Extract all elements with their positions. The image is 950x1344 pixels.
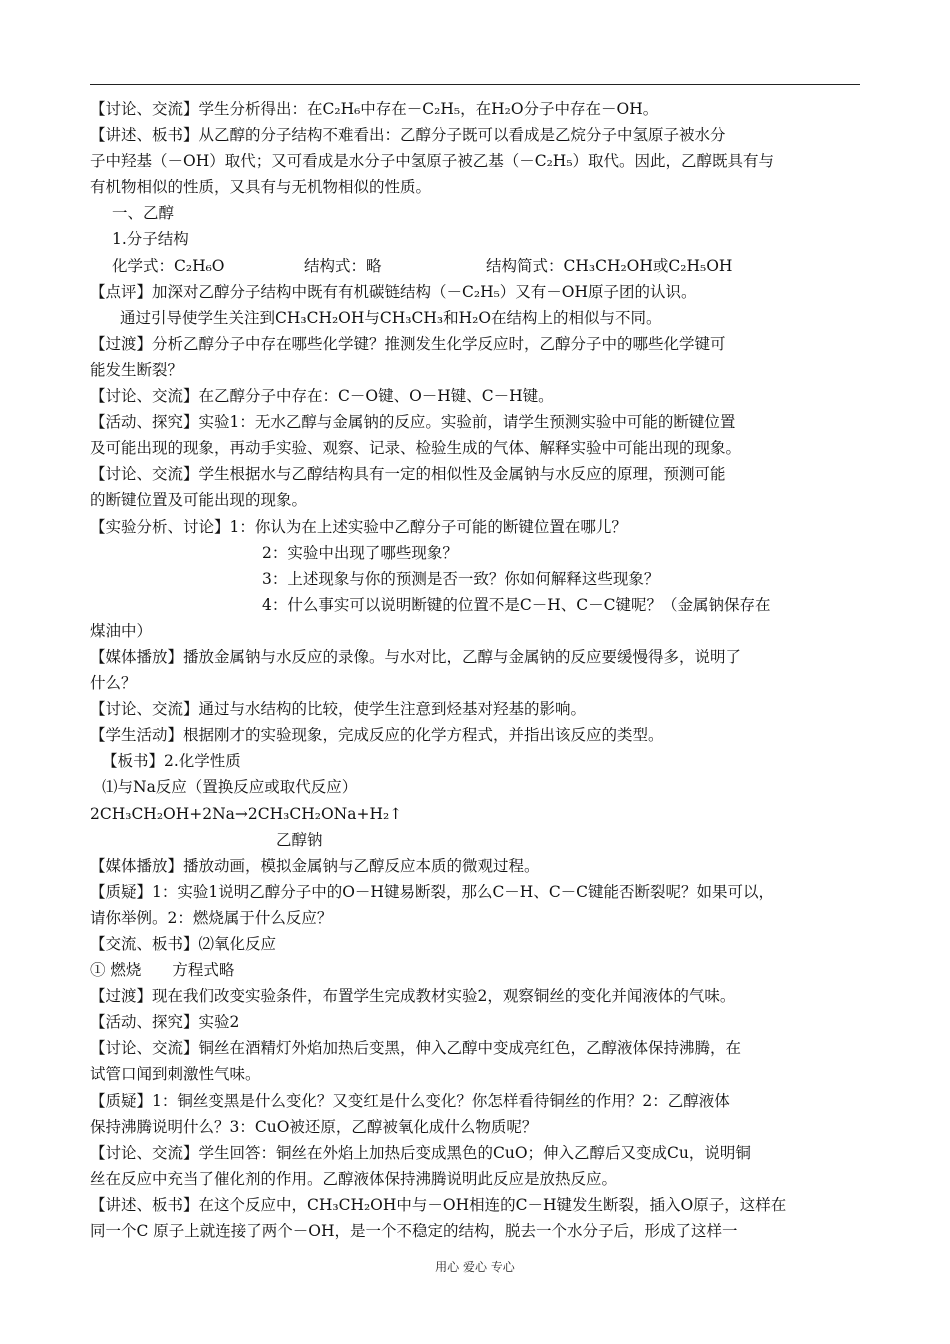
- text-line: 【交流、板书】⑵氧化反应: [90, 935, 277, 953]
- section-heading: 一、乙醇: [112, 204, 175, 223]
- text-line: 什么？: [90, 674, 137, 693]
- text-line: 【讨论、交流】学生根据水与乙醇结构具有一定的相似性及金属钠与水反应的原理，预测可能: [90, 465, 726, 484]
- text-line: 【媒体播放】播放动画，模拟金属钠与乙醇反应本质的微观过程。: [90, 856, 540, 875]
- text-line: 能发生断裂？: [90, 360, 184, 379]
- text-line: 【板书】2.化学性质: [102, 752, 241, 771]
- header-rule: [90, 84, 860, 85]
- text-line: 【过渡】现在我们改变实验条件，布置学生完成教材实验2，观察铜丝的变化并闻液体的气味。: [90, 987, 736, 1006]
- text-line: 【媒体播放】播放金属钠与水反应的录像。与水对比，乙醇与金属钠的反应要缓慢得多，说明了: [90, 647, 742, 666]
- text-line: ① 燃烧 方程式略: [90, 961, 235, 980]
- text-line: 煤油中）: [90, 621, 153, 640]
- text-line: 【活动、探究】实验1：无水乙醇与金属钠的反应。实验前，请学生预测实验中可能的断键位置: [90, 413, 736, 432]
- text-line: 【讨论、交流】铜丝在酒精灯外焰加热后变黑，伸入乙醇中变成亮红色，乙醇液体保持沸腾，在: [90, 1039, 742, 1058]
- text-line: 【活动、探究】实验2: [90, 1013, 240, 1032]
- text-line: 【点评】加深对乙醇分子结构中既有有机碳链结构（－C₂H₅）又有－OH原子团的认识。: [90, 282, 697, 301]
- page-footer: 用心 爱心 专心: [435, 1260, 515, 1274]
- text-line: 【讨论、交流】在乙醇分子中存在：C－O键、O－H键、C－H键。: [90, 387, 554, 406]
- text-line: 【学生活动】根据刚才的实验现象，完成反应的化学方程式，并指出该反应的类型。: [90, 726, 664, 745]
- text-line: 【讨论、交流】学生分析得出：在C₂H₆中存在－C₂H₅，在H₂O分子中存在－OH。: [90, 100, 659, 118]
- text-line: 保持沸腾说明什么？3：CuO被还原，乙醇被氧化成什么物质呢？: [90, 1117, 538, 1136]
- text-line: 【讲述、板书】从乙醇的分子结构不难看出：乙醇分子既可以看成是乙烷分子中氢原子被水分: [90, 126, 726, 145]
- structural-formula: 结构式：略: [304, 256, 382, 275]
- text-line: 【实验分析、讨论】1：你认为在上述实验中乙醇分子可能的断键位置在哪儿？: [90, 517, 627, 536]
- equation-label: 乙醇钠: [276, 830, 323, 849]
- text-line: 【讨论、交流】通过与水结构的比较，使学生注意到烃基对羟基的影响。: [90, 700, 587, 719]
- text-line: 【过渡】分析乙醇分子中存在哪些化学键？推测发生化学反应时，乙醇分子中的哪些化学键可: [90, 334, 726, 353]
- text-line: ⑴与Na反应（置换反应或取代反应）: [102, 778, 358, 797]
- text-line: 同一个C 原子上就连接了两个－OH，是一个不稳定的结构，脱去一个水分子后，形成了这样一: [90, 1222, 738, 1241]
- text-line: 试管口闻到刺激性气味。: [90, 1065, 261, 1084]
- text-line: 子中羟基（－OH）取代；又可看成是水分子中氢原子被乙基（－C₂H₅）取代。因此，乙醇既具有与: [90, 152, 775, 171]
- chemical-formula: 化学式：C₂H₆O: [112, 256, 225, 275]
- equation-line: 2CH₃CH₂OH+2Na→2CH₃CH₂ONa+H₂↑: [90, 804, 403, 823]
- question-item: 3：上述现象与你的预测是否一致？你如何解释这些现象？: [262, 569, 660, 588]
- text-line: 及可能出现的现象，再动手实验、观察、记录、检验生成的气体、解释实验中可能出现的现象。: [90, 439, 742, 458]
- simplified-formula: 结构简式：CH₃CH₂OH或C₂H₅OH: [486, 256, 733, 275]
- text-line: 丝在反应中充当了催化剂的作用。乙醇液体保持沸腾说明此反应是放热反应。: [90, 1169, 618, 1188]
- question-item: 2：实验中出现了哪些现象？: [262, 543, 458, 562]
- text-line: 【质疑】1：铜丝变黑是什么变化？又变红是什么变化？你怎样看待铜丝的作用？2：乙醇液体: [90, 1091, 730, 1110]
- text-line: 通过引导使学生关注到CH₃CH₂OH与CH₃CH₃和H₂O在结构上的相似与不同。: [120, 308, 662, 327]
- formula-row: [90, 253, 868, 279]
- text-line: 【讨论、交流】学生回答：铜丝在外焰上加热后变成黑色的CuO；伸入乙醇后又变成Cu，说明铜: [90, 1143, 751, 1162]
- text-line: 【质疑】1：实验1说明乙醇分子中的O－H键易断裂，那么C－H、C－C键能否断裂呢？如果可以，: [90, 882, 775, 901]
- text-line: 的断键位置及可能出现的现象。: [90, 491, 308, 510]
- subsection-heading: 1.分子结构: [112, 230, 189, 249]
- text-line: 请你举例。2：燃烧属于什么反应？: [90, 908, 333, 927]
- document-body: [90, 96, 868, 1244]
- text-line: 有机物相似的性质，又具有与无机物相似的性质。: [90, 178, 432, 197]
- text-line: 【讲述、板书】在这个反应中，CH₃CH₂OH中与－OH相连的C－H键发生断裂，插入O原子，这样在: [90, 1195, 787, 1214]
- question-item: 4：什么事实可以说明断键的位置不是C－H、C－C键呢？（金属钠保存在: [262, 595, 771, 614]
